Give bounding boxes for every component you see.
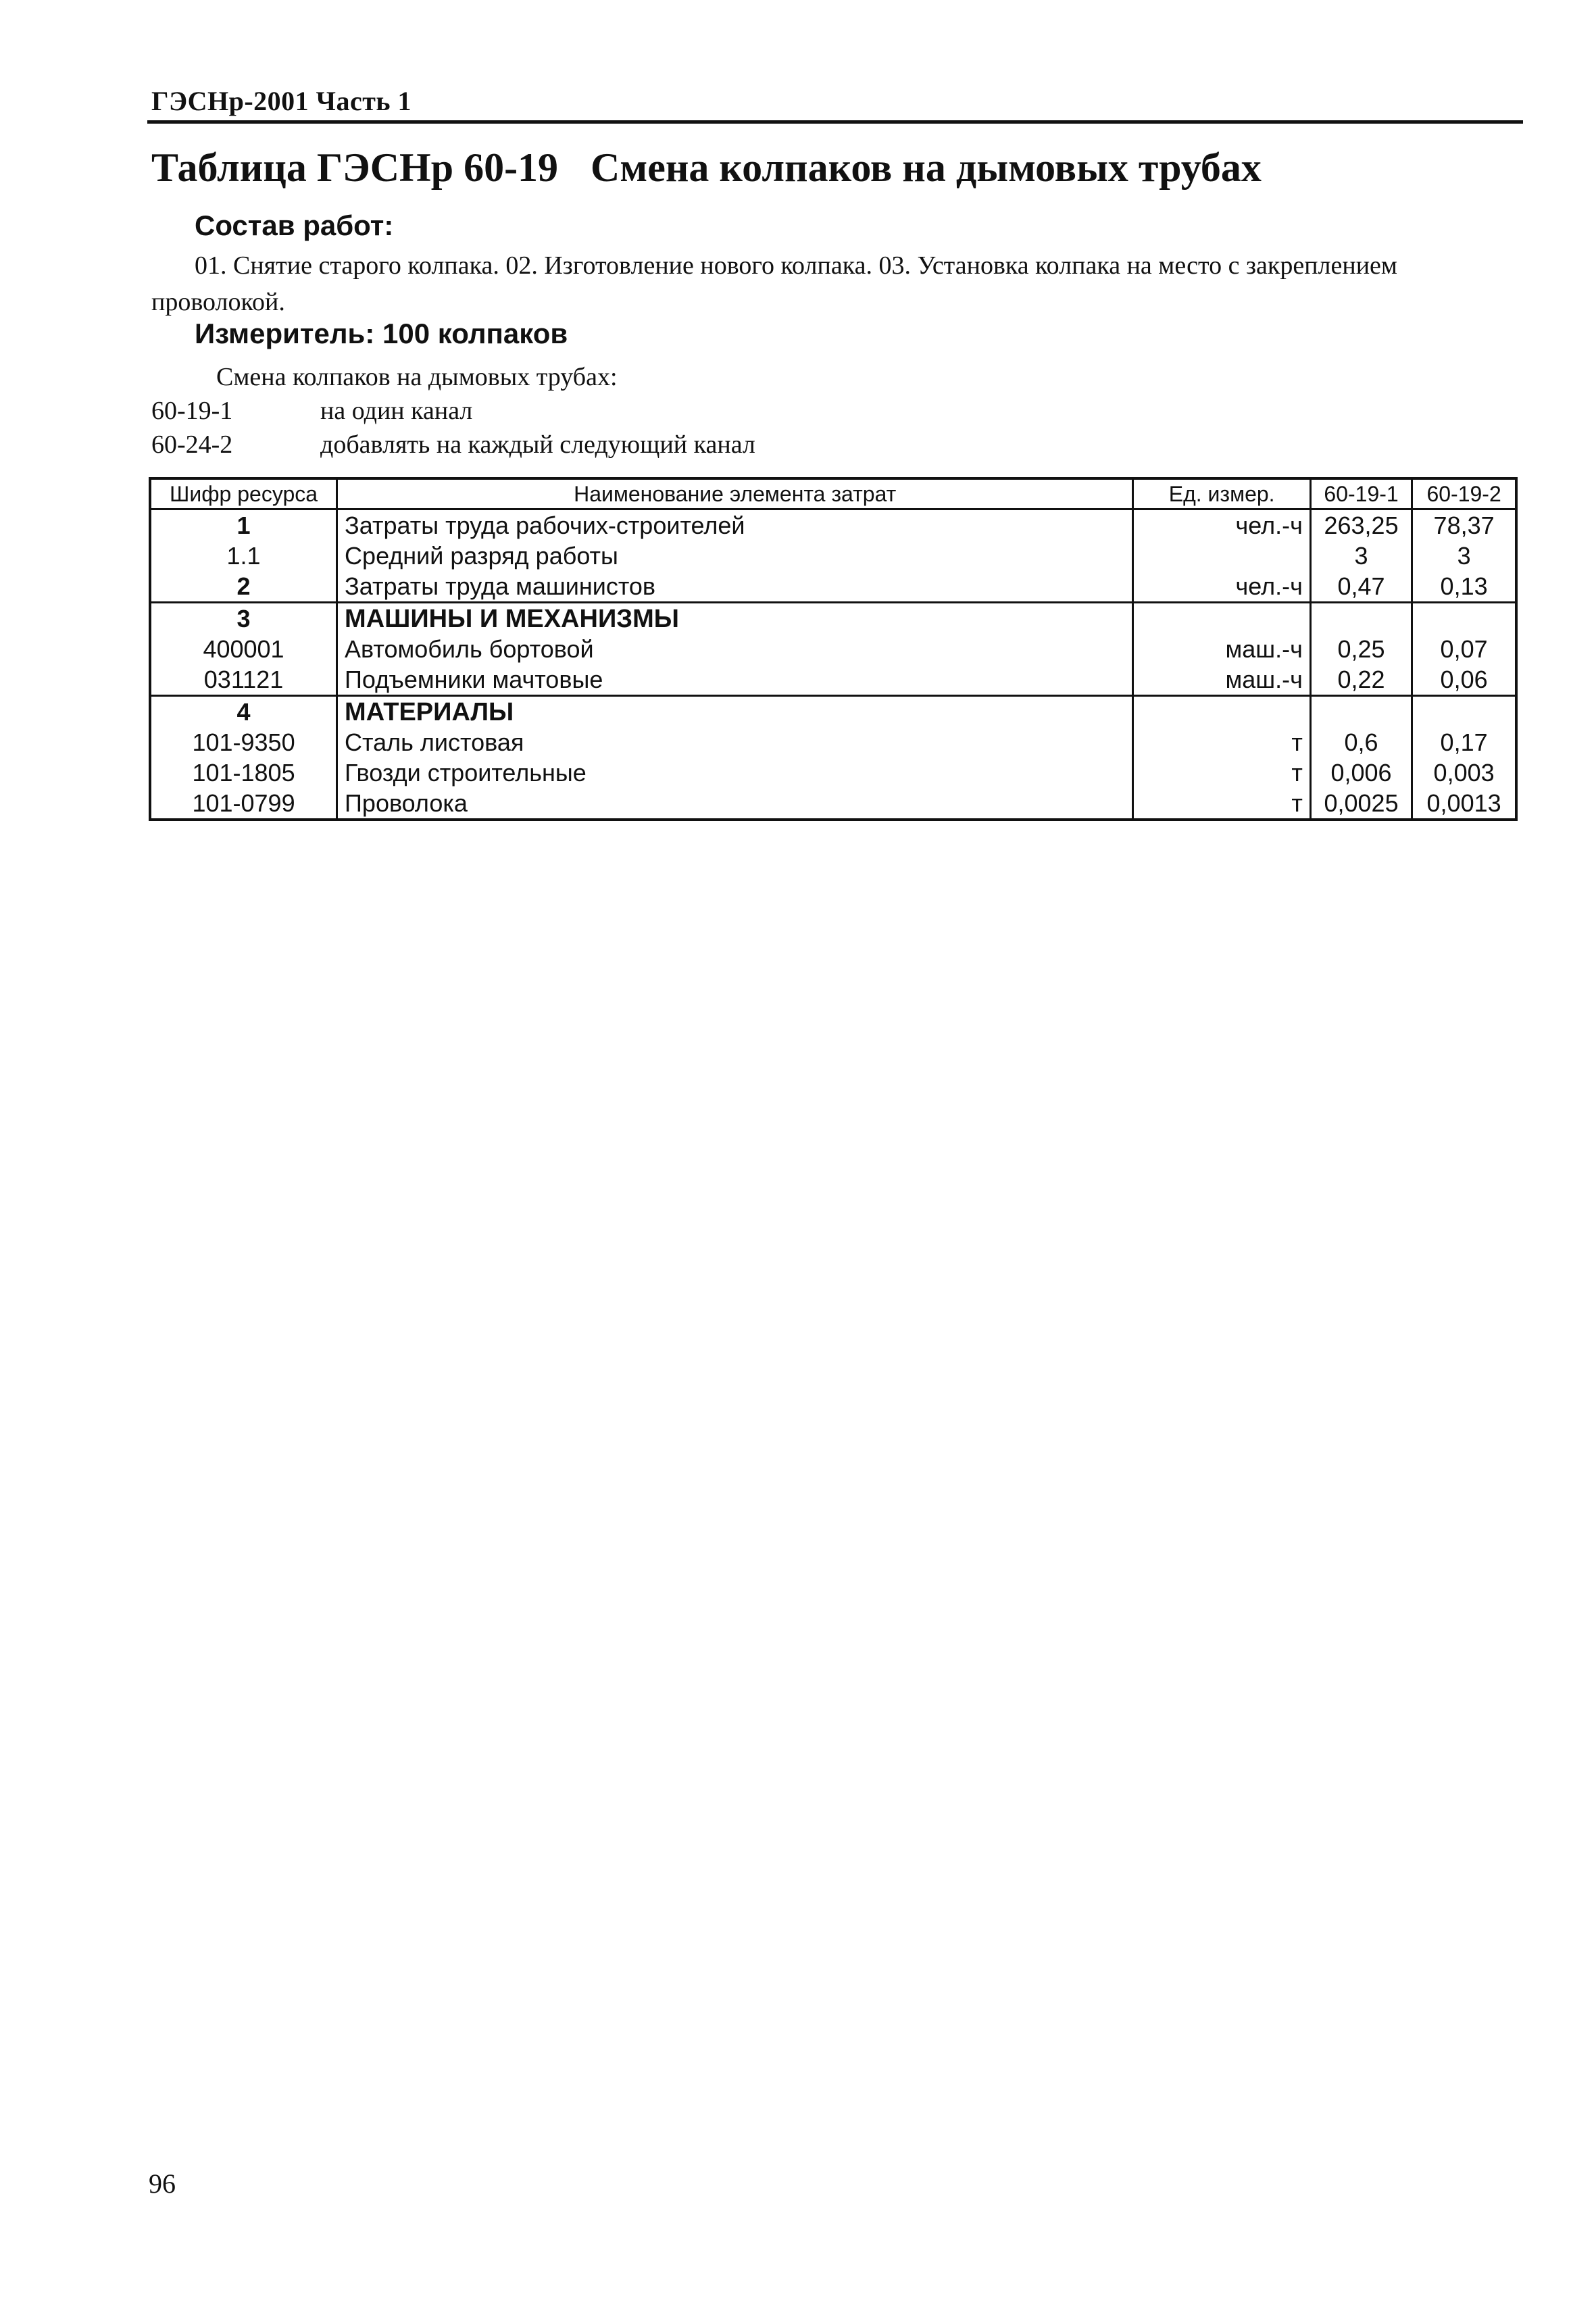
cell-code: 031121 — [150, 664, 337, 696]
header-col1: 60-19-1 — [1310, 478, 1412, 509]
header-code: Шифр ресурса — [150, 478, 337, 509]
variant-code: 60-19-1 — [151, 397, 233, 425]
section-title: МАТЕРИАЛЫ — [337, 696, 1133, 728]
header-name: Наименование элемента затрат — [337, 478, 1133, 509]
cell-code: 400001 — [150, 634, 337, 664]
variant-label: на один канал — [320, 397, 473, 425]
cell-unit — [1133, 603, 1311, 634]
running-header: ГЭСНр-2001 Часть 1 — [151, 86, 412, 116]
cell-name: Подъемники мачтовые — [337, 664, 1133, 696]
cell-value-2: 3 — [1412, 541, 1516, 571]
variant-label: добавлять на каждый следующий канал — [320, 430, 755, 459]
variant-row — [151, 430, 755, 459]
cell-name: Проволока — [337, 788, 1133, 820]
cell-name: Затраты труда машинистов — [337, 571, 1133, 603]
cell-unit: маш.-ч — [1133, 634, 1311, 664]
cell-value-1: 0,6 — [1310, 727, 1412, 757]
cell-unit: маш.-ч — [1133, 664, 1311, 696]
cell-unit: т — [1133, 788, 1311, 820]
resource-table — [149, 477, 1518, 821]
section-title: МАШИНЫ И МЕХАНИЗМЫ — [337, 603, 1133, 634]
cell-value-2: 0,07 — [1412, 634, 1516, 664]
page-number: 96 — [149, 2168, 176, 2199]
variant-row — [151, 396, 472, 426]
cell-value-2: 78,37 — [1412, 509, 1516, 541]
cell-value-2: 0,13 — [1412, 571, 1516, 603]
cell-unit — [1133, 541, 1311, 571]
intro-text: Смена колпаков на дымовых трубах: — [216, 363, 618, 391]
table-name: Смена колпаков на дымовых трубах — [591, 145, 1262, 190]
cell-name: Гвозди строительные — [337, 757, 1133, 788]
cell-unit: т — [1133, 727, 1311, 757]
cell-value-1 — [1310, 696, 1412, 728]
table-row — [150, 664, 1516, 696]
table-number: Таблица ГЭСНр 60-19 — [151, 145, 559, 190]
table-header-row — [150, 478, 1516, 509]
cell-value-2: 0,003 — [1412, 757, 1516, 788]
table-row — [150, 757, 1516, 788]
table-section-row — [150, 603, 1516, 634]
cell-value-2 — [1412, 696, 1516, 728]
cell-value-1: 0,25 — [1310, 634, 1412, 664]
cell-code: 101-1805 — [150, 757, 337, 788]
cell-value-2 — [1412, 603, 1516, 634]
variant-code: 60-24-2 — [151, 430, 233, 459]
cell-value-1: 0,47 — [1310, 571, 1412, 603]
cell-code: 2 — [150, 571, 337, 603]
cell-name: Сталь листовая — [337, 727, 1133, 757]
header-rule — [147, 120, 1523, 124]
cell-value-1: 263,25 — [1310, 509, 1412, 541]
cell-value-2: 0,17 — [1412, 727, 1516, 757]
cell-name: Автомобиль бортовой — [337, 634, 1133, 664]
cell-value-2: 0,06 — [1412, 664, 1516, 696]
cell-code: 1.1 — [150, 541, 337, 571]
cell-code: 101-9350 — [150, 727, 337, 757]
cell-value-1: 3 — [1310, 541, 1412, 571]
table-row — [150, 634, 1516, 664]
composition-heading: Состав работ: — [195, 209, 394, 241]
table-row — [150, 571, 1516, 603]
cell-value-1: 0,0025 — [1310, 788, 1412, 820]
cell-unit: чел.-ч — [1133, 509, 1311, 541]
cell-code: 1 — [150, 509, 337, 541]
cell-value-2: 0,0013 — [1412, 788, 1516, 820]
table-row — [150, 727, 1516, 757]
cell-value-1: 0,22 — [1310, 664, 1412, 696]
cell-value-1: 0,006 — [1310, 757, 1412, 788]
cell-code: 4 — [150, 696, 337, 728]
header-col2: 60-19-2 — [1412, 478, 1516, 509]
unit-heading: Измеритель: 100 колпаков — [195, 318, 568, 349]
header-unit: Ед. измер. — [1133, 478, 1311, 509]
cell-value-1 — [1310, 603, 1412, 634]
cell-unit: т — [1133, 757, 1311, 788]
cell-code: 101-0799 — [150, 788, 337, 820]
cell-name: Затраты труда рабочих-строителей — [337, 509, 1133, 541]
table-title — [151, 145, 1262, 191]
table-row — [150, 788, 1516, 820]
cell-name: Средний разряд работы — [337, 541, 1133, 571]
table-row — [150, 541, 1516, 571]
table-section-row — [150, 696, 1516, 728]
composition-text: 01. Снятие старого колпака. 02. Изготовление нового колпака. 03. Установка колпака на место с закреплением проволокой. — [151, 251, 1397, 316]
table-row — [150, 509, 1516, 541]
cell-code: 3 — [150, 603, 337, 634]
cell-unit — [1133, 696, 1311, 728]
cell-unit: чел.-ч — [1133, 571, 1311, 603]
